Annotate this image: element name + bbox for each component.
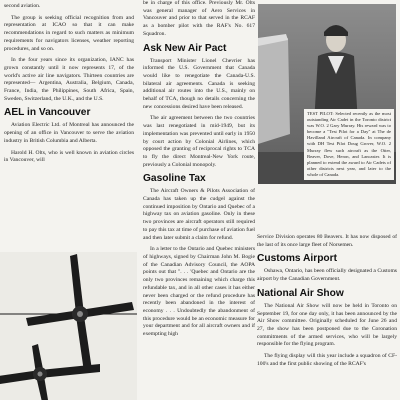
propeller-illustration: [0, 252, 137, 400]
col1-text-3: In the four years since its organization, IANC has grown constantly until it now represents 17, of the world's active air line navigators. Thirteen countries are represented— Argentina, Australia, Belgium, Canada, France, India, the Philippines, South Africa, Spain, Sweden, Switzerland, the U.K., and the U.S.: [4, 57, 134, 102]
col2-text-2: Transport Minister Lionel Chevrier has informed the U.S. Government that Canada would like to renegotiate the Canada-U.S. bilateral air agreements. Canada is seeking additional air routes into the U.S., mainly on behalf of TCA, though no details concerning the new concessions desired have been released.: [143, 57, 255, 110]
heading-customs-airport: Customs Airport: [257, 253, 337, 265]
photo-caption: TEST PILOT: Selected recently as the most outstanding Air Cadet in the Toronto district was W.O. 2 Gary Murray. His reward was to become a "Test Pilot for a Day" at The de Havilland Aircraft of Canada. In company with DH Test Pilot Doug Grover, W.O. 2 Murray flew such aircraft as the Otter, Beaver, Dove, Heron, and Lancaster. It is planned to extend the award to Air Cadets of other districts next year, and later to the whole of Canada.: [307, 110, 391, 177]
col1-text-4: Aviation Electric Ltd. of Montreal has announced the opening of an office in Vancouver to serve the aviation industry in British Columbia and Alberta.: [4, 122, 134, 144]
col2-text-1: be in charge of this office. Previously Mr. Olts was general manager of Aero Services in Vancouver and prior to that served in the RCAF as a bomber pilot with the RAF's No. 617 Squadron.: [143, 0, 255, 37]
col2-text-3: The air agreement between the two countries was last renegotiated in mid-1949, but its implementation was prevented until early in 1950 by court action by Colonial Airlines, which opposed the granting of reciprocal rights to TCA to fly the direct Montreal-New York route, previously a Colonial monopoly.: [143, 115, 255, 168]
col3-text-3: The National Air Show will now be held in Toronto on September 19, for one day only, it has been announced by the Air Show committee. Originally scheduled for June 26 and 27, the show has been postponed due to the Coronation commitments of the armed services, who will be largely responsible for the flying program.: [257, 302, 397, 348]
col2-text-4: The Aircraft Owners & Pilots Association of Canada has taken up the cudgel against the continued imposition by Ontario and Quebec of a highway tax on aviation gasoline. Only in these two provinces are aircraft operators still required to pay this tax at time of purchase of aviation fuel and then later submit a claim for refund.: [143, 188, 255, 241]
col3-text-4: The flying display will this year include a squadron of CF-100's and the first public showing of the RCAF's: [257, 353, 397, 367]
col3-text-2: Oshawa, Ontario, has been officially designated a Customs airport by the Canadian Government.: [257, 268, 397, 283]
col1-text-2: The group is seeking official recognition from and representation at ICAO so that it can make recommendations in regard to such matters as minimum requirements for navigators licenses, weather reporting procedures, and so on.: [4, 14, 134, 52]
column-1: [4, 0, 134, 169]
photo-caption-box: [304, 109, 394, 180]
col1-text-1: second aviation.: [4, 3, 41, 9]
column-3: [257, 234, 397, 372]
column-2: [143, 0, 255, 343]
propeller-photo: [0, 252, 137, 400]
col3-text-1: Service Division operates 80 Beavers. It has now disposed of the last of its once large fleet of Norsemen.: [257, 234, 397, 248]
heading-ask-new-air-pact: Ask New Air Pact: [143, 42, 227, 54]
heading-gasoline-tax: Gasoline Tax: [143, 173, 206, 185]
col2-text-5: In a letter to the Ontario and Quebec ministers of highways, signed by Chairman John M. Bogie of the Canadian Advisory Council, the AOPA points out that ". . . 'Quebec and Ontario are the only two provinces remaining which charge this refundable tax, and in all other cases it has either never been charged or the refund procedure has recently been abandoned in the interest of economy . . . Undoubtedly the abandonment of this procedure would be an economic measure for your department and for all aircraft owners and if exempting high: [143, 246, 255, 338]
heading-national-air-show: National Air Show: [257, 287, 344, 299]
test-pilot-photo: [258, 4, 396, 184]
heading-ael-vancouver: AEL in Vancouver: [4, 107, 91, 119]
col1-text-5: Harold H. Olts, who is well known in aviation circles in Vancouver, will: [4, 149, 134, 164]
